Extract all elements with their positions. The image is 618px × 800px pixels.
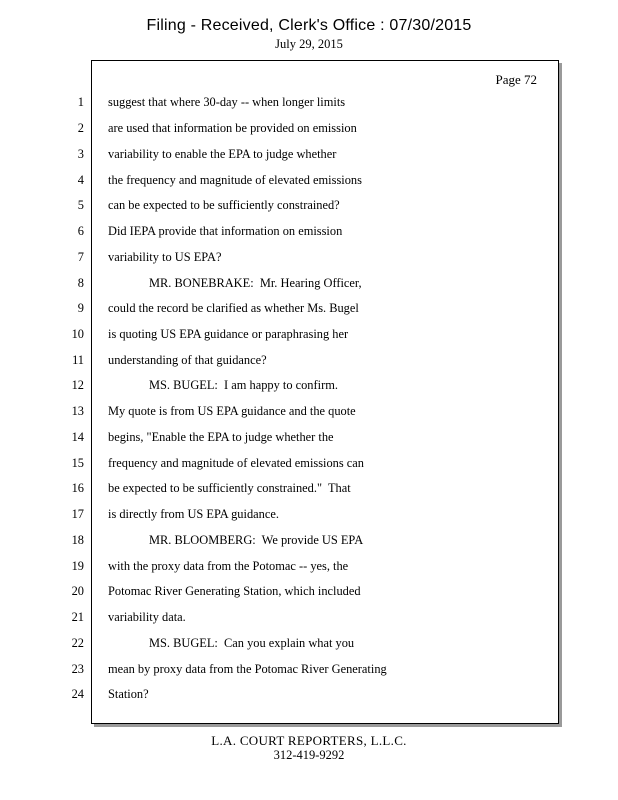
- line-text: My quote is from US EPA guidance and the quote: [108, 404, 356, 418]
- line-number: 13: [71, 404, 84, 418]
- line-text: Potomac River Generating Station, which included: [108, 584, 361, 598]
- transcript-line: [0, 662, 618, 688]
- line-text: could the record be clarified as whether Ms. Bugel: [108, 301, 359, 315]
- line-text: MR. BLOOMBERG: We provide US EPA: [149, 533, 364, 547]
- line-text: the frequency and magnitude of elevated emissions: [108, 173, 362, 187]
- transcript-line: [0, 636, 618, 662]
- line-text: is quoting US EPA guidance or paraphrasing her: [108, 327, 349, 341]
- transcript-line: [0, 353, 618, 379]
- line-text: Did IEPA provide that information on emission: [108, 224, 343, 238]
- line-text: MS. BUGEL: I am happy to confirm.: [149, 378, 338, 392]
- line-number: 15: [71, 456, 84, 470]
- transcript-line: [0, 198, 618, 224]
- line-number: 8: [77, 276, 84, 290]
- line-text: MR. BONEBRAKE: Mr. Hearing Officer,: [149, 276, 362, 290]
- transcript-line: [0, 456, 618, 482]
- transcript-date: July 29, 2015: [275, 37, 343, 51]
- line-number: 17: [71, 507, 84, 521]
- reporter-company: L.A. COURT REPORTERS, L.L.C.: [211, 733, 407, 748]
- transcript-line: [0, 533, 618, 559]
- line-text: is directly from US EPA guidance.: [108, 507, 279, 521]
- line-text: can be expected to be sufficiently constrained?: [108, 198, 340, 212]
- line-text: MS. BUGEL: Can you explain what you: [149, 636, 355, 650]
- transcript-line: [0, 610, 618, 636]
- transcript-line: [0, 147, 618, 173]
- line-text: are used that information be provided on emission: [108, 121, 357, 135]
- line-text: mean by proxy data from the Potomac River Generating: [108, 662, 387, 676]
- line-number: 22: [71, 636, 84, 650]
- reporter-phone: 312-419-9292: [273, 748, 345, 762]
- transcript-line: [0, 507, 618, 533]
- line-number: 12: [71, 378, 84, 392]
- line-text: begins, "Enable the EPA to judge whether the: [108, 430, 334, 444]
- line-number: 1: [77, 95, 84, 109]
- line-number: 21: [71, 610, 84, 624]
- transcript-line: [0, 301, 618, 327]
- line-number: 24: [71, 687, 84, 701]
- line-number: 5: [77, 198, 84, 212]
- transcript-line: [0, 687, 618, 713]
- page-number: Page 72: [495, 72, 537, 87]
- line-number: 6: [77, 224, 84, 238]
- transcript-line: [0, 559, 618, 585]
- transcript-line: [0, 378, 618, 404]
- line-text: variability to enable the EPA to judge whether: [108, 147, 337, 161]
- filing-stamp: Filing - Received, Clerk's Office : 07/30/2015: [146, 17, 472, 34]
- line-number: 19: [71, 559, 84, 573]
- transcript-line: [0, 173, 618, 199]
- transcript-line: [0, 95, 618, 121]
- line-number: 7: [77, 250, 84, 264]
- line-text: Station?: [108, 687, 149, 701]
- transcript-line: [0, 121, 618, 147]
- transcript-line: [0, 404, 618, 430]
- line-number: 10: [71, 327, 84, 341]
- line-text: frequency and magnitude of elevated emissions can: [108, 456, 364, 470]
- line-number: 2: [77, 121, 84, 135]
- line-text: variability to US EPA?: [108, 250, 222, 264]
- transcript-line: [0, 430, 618, 456]
- line-number: 11: [72, 353, 84, 367]
- line-text: suggest that where 30-day -- when longer limits: [108, 95, 346, 109]
- transcript-line: [0, 584, 618, 610]
- line-number: 14: [71, 430, 84, 444]
- line-text: variability data.: [108, 610, 186, 624]
- line-number: 4: [77, 173, 84, 187]
- line-number: 3: [77, 147, 84, 161]
- line-number: 20: [71, 584, 84, 598]
- line-number: 23: [71, 662, 84, 676]
- line-number: 16: [71, 481, 84, 495]
- line-number: 18: [71, 533, 84, 547]
- transcript-line: [0, 276, 618, 302]
- transcript-line: [0, 327, 618, 353]
- line-text: be expected to be sufficiently constrained." That: [108, 481, 351, 495]
- line-number: 9: [77, 301, 84, 315]
- line-text: with the proxy data from the Potomac -- yes, the: [108, 559, 349, 573]
- transcript-line: [0, 224, 618, 250]
- line-text: understanding of that guidance?: [108, 353, 267, 367]
- transcript-line: [0, 250, 618, 276]
- transcript-line: [0, 481, 618, 507]
